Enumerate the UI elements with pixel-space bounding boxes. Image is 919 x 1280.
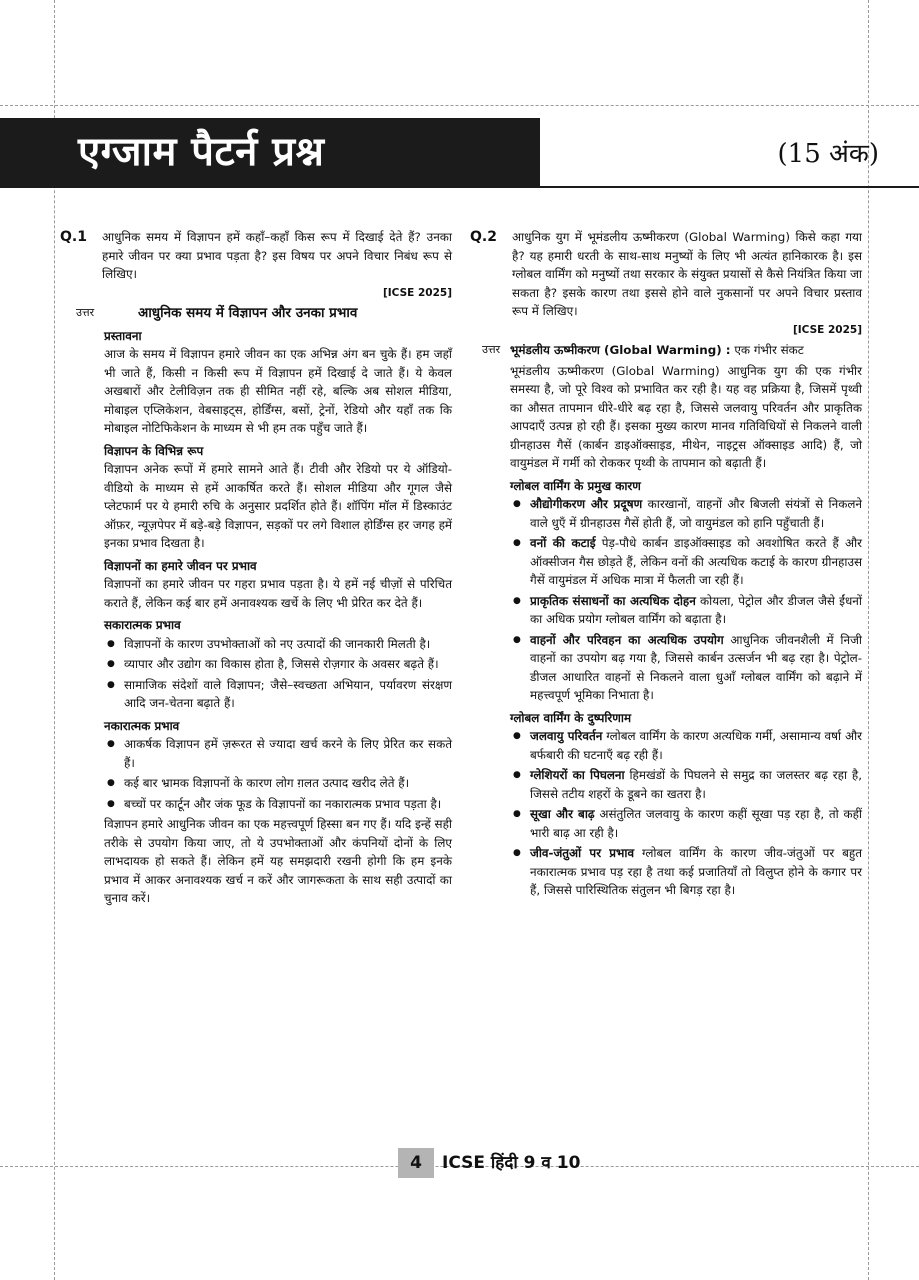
item-bold: ग्लेशियरों का पिघलना xyxy=(530,768,625,782)
crop-mark-right xyxy=(868,0,869,1280)
answer-heading xyxy=(470,341,862,360)
list-item xyxy=(510,592,862,629)
item-text: कोयला, पेट्रोल और डीजल जैसे ईंधनों का अधिक प्रयोग ग्लोबल वार्मिंग को बढ़ाता है। xyxy=(530,593,862,626)
page-title: एग्जाम पैटर्न प्रश्न xyxy=(78,129,325,175)
list-item xyxy=(510,631,862,705)
list-item xyxy=(510,805,862,842)
item-text: असंतुलित जलवायु के कारण कहीं सूखा पड़ रहा है, तो कहीं भारी बाढ़ आ रही है। xyxy=(530,807,862,840)
question-2-column xyxy=(470,228,862,902)
section-heading: प्रस्तावना xyxy=(104,328,142,343)
list-item xyxy=(510,534,862,590)
item-bold: प्राकृतिक संसाधनों का अत्यधिक दोहन xyxy=(530,593,696,608)
item-bold: वाहनों और परिवहन का अत्यधिक उपयोग xyxy=(530,632,724,647)
conclusion-text: विज्ञापन हमारे आधुनिक जीवन का एक महत्त्वपूर्ण हिस्सा बन गए हैं। यदि इन्हें सही तरीके से उपयोग किया जाए, तो ये उपभोक्ताओं और कंपनियों दोनों के लिए लाभदायक हो सकते हैं। लेकिन हमें यह समझदारी रखनी होगी कि हम इनके प्रभाव में आकर अनावश्यक खर्च न करें और जागरूकता के साथ सही उत्पादों का चुनाव करें। xyxy=(104,817,452,905)
positive-effects-list xyxy=(104,635,452,713)
list-item xyxy=(510,766,862,803)
list-item: ● बच्चों पर कार्टून और जंक फूड के विज्ञापनों का नकारात्मक प्रभाव पड़ता है। xyxy=(104,795,452,814)
list-item: ● आकर्षक विज्ञापन हमें ज़रूरत से ज्यादा खर्च करने के लिए प्रेरित कर सकते हैं। xyxy=(104,735,452,772)
answer-heading xyxy=(60,304,452,323)
item-bold: जीव-जंतुओं पर प्रभाव xyxy=(530,846,635,860)
section-heading: ग्लोबल वार्मिंग के दुष्परिणाम xyxy=(510,710,632,725)
negative-effects-list xyxy=(104,735,452,813)
item-text: कारखानों, वाहनों और बिजली संयंत्रों से निकलने वाले धुएँ में ग्रीनहाउस गैसें होती हैं, जो वायुमंडल को हानि पहुँचाती हैं। xyxy=(530,497,862,530)
answer-lead-rest: एक गंभीर संकट xyxy=(730,343,804,357)
answer-label: उत्तर xyxy=(482,343,501,356)
item-text: पेड़-पौधे कार्बन डाइऑक्साइड को अवशोषित करते हैं और ऑक्सीजन गैस छोड़ते हैं, लेकिन वनों की अत्यधिक कटाई के कारण ग्रीनहाउस गैसें वायुमंडल में अधिक मात्रा में फैलती जा रही हैं। xyxy=(530,536,862,587)
section-text: भूमंडलीय ऊष्मीकरण (Global Warming) आधुनिक युग की एक गंभीर समस्या है, जो पूरे विश्व को प्रभावित कर रही है। यह वह प्रक्रिया है, जिसमें पृथ्वी का औसत तापमान धीरे-धीरे बढ़ रहा है, जिससे जलवायु परिवर्तन और प्राकृतिक आपदाएँ उत्पन्न हो रही हैं। इसका मुख्य कारण मानव गतिविधियों से निकलने वाली ग्रीनहाउस गैसें (कार्बन डाइऑक्साइड, मीथेन, नाइट्रस ऑक्साइड आदि) हैं, जो वायुमंडल में गर्मी को रोककर पृथ्वी के तापमान को बढ़ाती हैं। xyxy=(510,363,862,470)
list-item: ● सामाजिक संदेशों वाले विज्ञापन; जैसे–स्वच्छता अभियान, पर्यावरण संरक्षण आदि जन-चेतना बढ़ाते हैं। xyxy=(104,676,452,713)
exam-tag: [ICSE 2025] xyxy=(382,286,452,299)
list-item: ● व्यापार और उद्योग का विकास होता है, जिससे रोज़गार के अवसर बढ़ते हैं। xyxy=(104,655,452,674)
question-number: Q.2 xyxy=(470,229,497,245)
book-title: ICSE हिंदी 9 व 10 xyxy=(442,1153,581,1173)
section-heading: विज्ञापनों का हमारे जीवन पर प्रभाव xyxy=(104,558,257,573)
item-text: आधुनिक जीवनशैली में निजी वाहनों का उपयोग बढ़ गया है, जिससे कार्बन उत्सर्जन भी बढ़ रहा है। पेट्रोल-डीजल आधारित वाहनों से निकलने वाला धुआँ ग्लोबल वार्मिंग को बढ़ाने में महत्त्वपूर्ण भूमिका निभाता है। xyxy=(530,632,862,702)
list-item xyxy=(510,495,862,532)
section-text: आज के समय में विज्ञापन हमारे जीवन का एक अभिन्न अंग बन चुके हैं। हम जहाँ भी जाते हैं, किसी न किसी रूप में विज्ञापन हमें दिखाई दे जाते हैं। ये केवल अखबारों और टेलीविज़न तक ही सीमित नहीं रहे, बल्कि अब सोशल मीडिया, मोबाइल एप्लिकेशन, वेबसाइट्स, होर्डिंग्स, बसों, ट्रेनों, रेडियो और यहाँ तक कि मोबाइल नोटिफिकेशन के माध्यम से भी हम तक पहुँच जाते हैं। xyxy=(104,347,452,435)
section-text: विज्ञापन अनेक रूपों में हमारे सामने आते हैं। टीवी और रेडियो पर ये ऑडियो-वीडियो के माध्यम से हमें आकर्षित करते हैं। सोशल मीडिया और गूगल जैसे प्लेटफार्म पर ये हमारी रुचि के अनुसार प्रदर्शित होते हैं। शॉपिंग मॉल में डिस्काउंट ऑफ़र, न्यूज़पेपर में बड़े-बड़े विज्ञापन, सड़कों पर लगे विशाल होर्डिंग्स हर जगह हमें इनका प्रभाव दिखता है। xyxy=(104,462,452,550)
exam-tag: [ICSE 2025] xyxy=(792,323,862,336)
causes-list xyxy=(510,495,862,705)
question-1-column xyxy=(60,228,452,908)
item-text: हिमखंडों के पिघलने से समुद्र का जलस्तर बढ़ रहा है, जिससे तटीय शहरों के डूबने का खतरा है। xyxy=(530,768,862,801)
crop-mark-left xyxy=(54,0,55,1280)
title-rule xyxy=(540,186,919,188)
marks-label: (15 अंक) xyxy=(777,139,879,169)
item-text: ग्लोबल वार्मिंग के कारण अत्यधिक गर्मी, असामान्य वर्षा और बर्फबारी की घटनाएँ बढ़ रही हैं। xyxy=(530,729,863,762)
list-item: ● कई बार भ्रामक विज्ञापनों के कारण लोग ग़लत उत्पाद खरीद लेते हैं। xyxy=(104,774,452,793)
item-text: ग्लोबल वार्मिंग के कारण जीव-जंतुओं पर बहुत नकारात्मक प्रभाव पड़ रहा है तथा कई प्रजातियाँ तो विलुप्त होने के कगार पर हैं, जिससे पारिस्थितिक संतुलन भी बिगड़ रहा है। xyxy=(530,846,862,897)
question-number: Q.1 xyxy=(60,229,87,245)
question-1 xyxy=(60,228,452,302)
item-bold: वनों की कटाई xyxy=(530,536,596,550)
section-heading: सकारात्मक प्रभाव xyxy=(104,618,181,632)
item-bold: सूखा और बाढ़ xyxy=(530,807,595,821)
section-text: विज्ञापनों का हमारे जीवन पर गहरा प्रभाव पड़ता है। ये हमें नई चीज़ों से परिचित कराते हैं, लेकिन कई बार हमें अनावश्यक खर्चे के लिए भी प्रेरित कर देते हैं। xyxy=(104,577,452,610)
item-bold: औद्योगीकरण और प्रदूषण xyxy=(530,497,643,511)
page-number: 4 xyxy=(398,1148,434,1178)
crop-mark-top xyxy=(0,105,919,106)
question-text: आधुनिक समय में विज्ञापन हमें कहाँ–कहाँ किस रूप में दिखाई देते हैं? उनका हमारे जीवन पर क्या प्रभाव पड़ता है? इस विषय पर अपने विचार निबंध रूप से लिखिए। xyxy=(102,230,452,281)
answer-body xyxy=(60,327,452,908)
effects-list xyxy=(510,727,862,900)
section-heading: ग्लोबल वार्मिंग के प्रमुख कारण xyxy=(510,478,641,493)
section-heading: विज्ञापन के विभिन्न रूप xyxy=(104,443,204,458)
question-text: आधुनिक युग में भूमंडलीय ऊष्मीकरण (Global Warming) किसे कहा गया है? यह हमारी धरती के साथ-साथ मनुष्यों के लिए भी अत्यंत हानिकारक है। इस ग्लोबल वार्मिंग को मनुष्यों तथा सरकार के संयुक्त प्रयासों से कैसे नियंत्रित किया जा सकता है? इसके कारण तथा इससे होने वाले नुकसानों पर अपने विचार प्रस्ताव रूप में लिखिए। xyxy=(512,230,862,318)
answer-body xyxy=(470,362,862,900)
answer-label: उत्तर xyxy=(76,306,95,319)
item-bold: जलवायु परिवर्तन xyxy=(530,729,603,743)
answer-lead-bold: भूमंडलीय ऊष्मीकरण (Global Warming) : xyxy=(510,343,731,357)
section-heading: नकारात्मक प्रभाव xyxy=(104,718,180,733)
list-item xyxy=(510,727,862,764)
question-2 xyxy=(470,228,862,339)
list-item xyxy=(510,844,862,900)
list-item: ● विज्ञापनों के कारण उपभोक्ताओं को नए उत्पादों की जानकारी मिलती है। xyxy=(104,635,452,654)
answer-title: आधुनिक समय में विज्ञापन और उनका प्रभाव xyxy=(138,305,358,321)
